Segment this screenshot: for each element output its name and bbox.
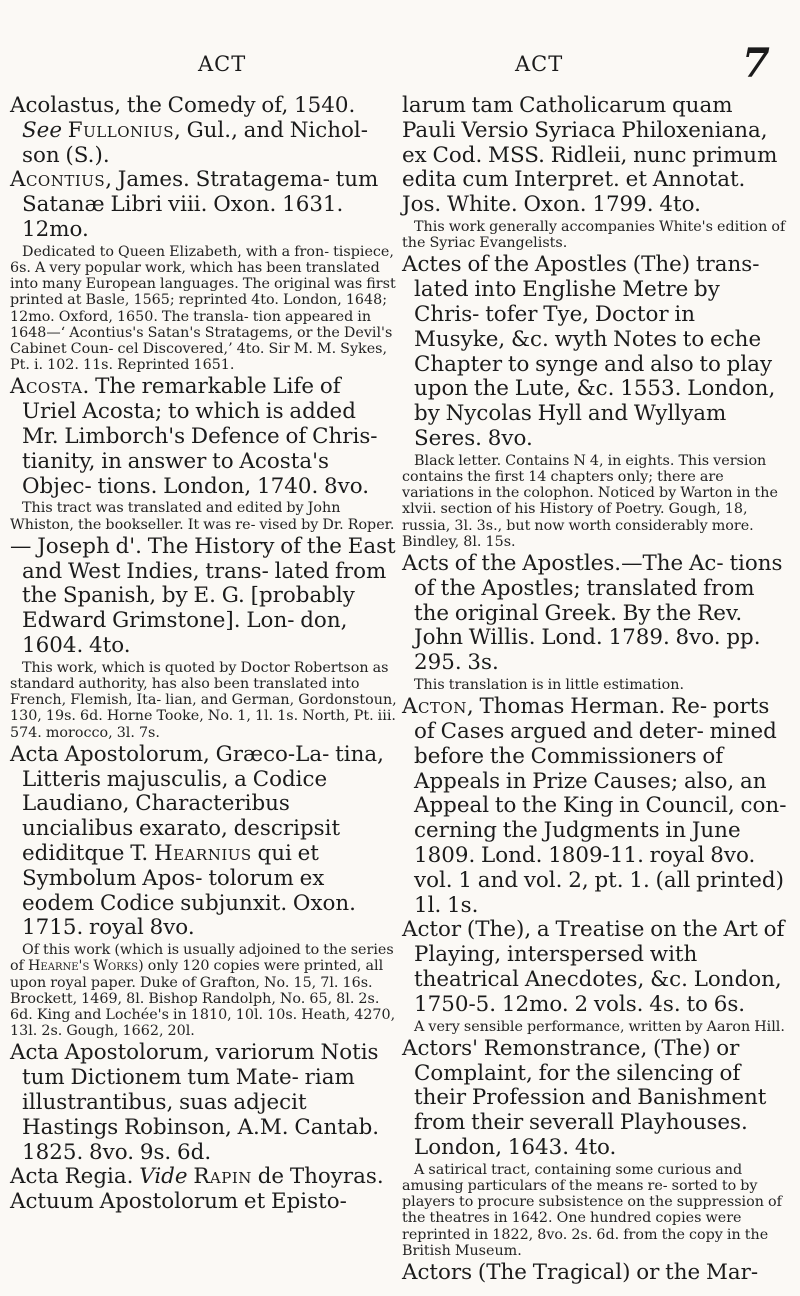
entry-note: This tract was translated and edited by John Whiston, the bookseller. It was re- vised by Dr. Roper.	[10, 500, 395, 533]
entry-acontius	[10, 168, 397, 242]
entry-actes-apostles: Actes of the Apostles (The) trans- lated into Englishe Metre by Chris- tofer Tye, Doctor in Musyke, &c. wyth Notes to eche Chapter to synge and also to play upon the Lute, &c. 1553. London, by Nycolas Hyll and Wyllyam Seres. 8vo.	[402, 252, 776, 451]
entry-title: , James. Stratagema- tum Satanæ Libri viii. Oxon. 1631. 12mo.	[22, 167, 379, 242]
entry-acta-regia	[10, 1165, 397, 1190]
entry-title-rest: , Gul., and Nichol- son (S.).	[22, 117, 368, 168]
note-text: ) only 120 copies were printed, all upon royal paper. Duke of Grafton, No. 15, 7l. 16s. Brockett, 1469, 8l. Bishop Randolph, No. 65, 8l. 2s. 6d. King and Lochée's in 1810, 10l. 10s. Heath, 4270, 13l. 2s. Gough, 1662, 20l.	[10, 958, 396, 1040]
entry-title-rest: de Thoyras.	[251, 1164, 384, 1190]
cross-reference: Rapin	[193, 1164, 252, 1190]
entry-note: This work generally accompanies White's edition of the Syriac Evangelists.	[402, 218, 786, 252]
running-head-right: ACT	[515, 52, 564, 76]
author-name: Acton	[402, 694, 467, 720]
entry-actuum-continued: larum tam Catholicarum quam Pauli Versio Syriaca Philoxeniana, ex Cod. MSS. Ridleii, nunc primum edita cum Interpret. et Annotat. Jos. White. Oxon. 1799. 4to.	[402, 93, 778, 218]
running-head-left: ACT	[198, 52, 247, 76]
entry-note: A satirical tract, containing some curious and amusing particulars of the means re- sorted to by players to procure subsistence on the suppression of the theatres in 1642. One hundred copies were reprinted in 1822, 8vo. 2s. 6d. from the copy in the British Museum.	[402, 1161, 782, 1259]
author-name: Acosta	[10, 374, 83, 400]
author-name: Hearnius	[154, 840, 252, 866]
entry-actor: Actor (The), a Treatise on the Art of Playing, interspersed with theatrical Anecdotes, &c. London, 1750-5. 12mo. 2 vols. 4s. to 6s.	[402, 917, 785, 1017]
note-text: Of this work (which is usually adjoined to the series of	[10, 942, 394, 975]
vide-label: Vide	[139, 1164, 188, 1190]
note-reference: Hearne's Works	[27, 958, 139, 975]
right-column	[402, 94, 789, 1286]
entry-actors-tragical: Actors (The Tragical) or the Mar-	[402, 1259, 759, 1285]
entry-acosta-joseph: — Joseph d'. The History of the East and West Indies, trans- lated from the Spanish, by E. G. [probably Edward Grimstone]. Lon- don, 1604. 4to.	[10, 533, 396, 658]
entry-acolastus	[10, 94, 397, 168]
entry-note: This work, which is quoted by Doctor Robertson as standard authority, has also been translated into French, Flemish, Ita- lian, and German, Gordonstoun, 130, 19s. 6d. Horne Tooke, No. 1, 1l. 1s. North, Pt. iii. 574. morocco, 3l. 7s.	[10, 659, 397, 741]
author-name: Acontius	[10, 167, 106, 193]
entry-actuum: Actuum Apostolorum et Episto-	[10, 1189, 347, 1215]
page-header	[0, 18, 800, 87]
entry-note: Dedicated to Queen Elizabeth, with a fron- tispiece, 6s. A very popular work, which has been translated into many European languages. The original was first printed at Basle, 1565; reprinted 4to. London, 1648; 12mo. Oxford, 1650. The transla- tion appeared in 1648—‘ Acontius's Satan's Stratagems, or the Devil's Cabinet Coun- cel Discovered,’ 4to. Sir M. M. Sykes, Pt. i. 102. 11s. Reprinted 1651.	[10, 243, 396, 374]
entry-title: Acta Regia.	[10, 1164, 134, 1190]
entry-note: This translation is in little estimation.	[414, 676, 684, 693]
page-number: 7	[742, 40, 770, 87]
entry-title-rest: qui et Symbolum Apos- tolorum ex eodem Codice subjunxit. Oxon. 1715. royal 8vo.	[22, 840, 356, 941]
see-label: See	[22, 117, 62, 143]
entry-note: Black letter. Contains N 4, in eights. This version contains the first 14 chapters only; there are variations in the colophon. Noticed by Warton in the xlvii. section of his History of Poetry. Gough, 18, russia, 3l. 3s., but now worth considerably more. Bindley, 8l. 15s.	[402, 452, 778, 550]
entry-title: , Thomas Herman. Re- ports of Cases argued and deter- mined before the Commissioners of Appeals in Prize Causes; also, an Appeal to the King in Council, con- cerning the Judgments in June 1809. Lond. 1809-11. royal 8vo. vol. 1 and vol. 2, pt. 1. (all printed) 1l. 1s.	[414, 694, 787, 918]
left-column	[10, 94, 397, 1215]
entry-acta-apostolorum	[10, 743, 397, 941]
entry-actors-remonstrance: Actors' Remonstrance, (The) or Complaint, for the silencing of their Profession and Banishment from their severall Playhouses. London, 1643. 4to.	[402, 1035, 767, 1160]
cross-reference: Fullonius	[67, 117, 174, 143]
entry-title: Acolastus, the Comedy of, 1540.	[10, 93, 356, 118]
entry-acton	[402, 695, 789, 918]
entry-title: Acta Apostolorum, Græco-La- tina, Litteris majusculis, a Codice Laudiano, Characteribus uncialibus exarato, descripsit ediditque T.	[10, 741, 384, 866]
entry-acts-apostles: Acts of the Apostles.—The Ac- tions of the Apostles; translated from the original Greek. By the Rev. John Willis. Lond. 1789. 8vo. pp. 295. 3s.	[402, 550, 783, 676]
entry-title: . The remarkable Life of Uriel Acosta; to which is added Mr. Limborch's Defence of Chris- tianity, in answer to Acosta's Objec- tions. London, 1740. 8vo.	[22, 374, 378, 499]
entry-note: A very sensible performance, written by Aaron Hill.	[414, 1018, 785, 1035]
entry-acosta	[10, 375, 397, 499]
entry-acta-variorum: Acta Apostolorum, variorum Notis tum Dictionem tum Mate- riam illustrantibus, suas adjecit Hastings Robinson, A.M. Cantab. 1825. 8vo. 9s. 6d.	[10, 1040, 380, 1165]
entry-note	[10, 942, 397, 1039]
